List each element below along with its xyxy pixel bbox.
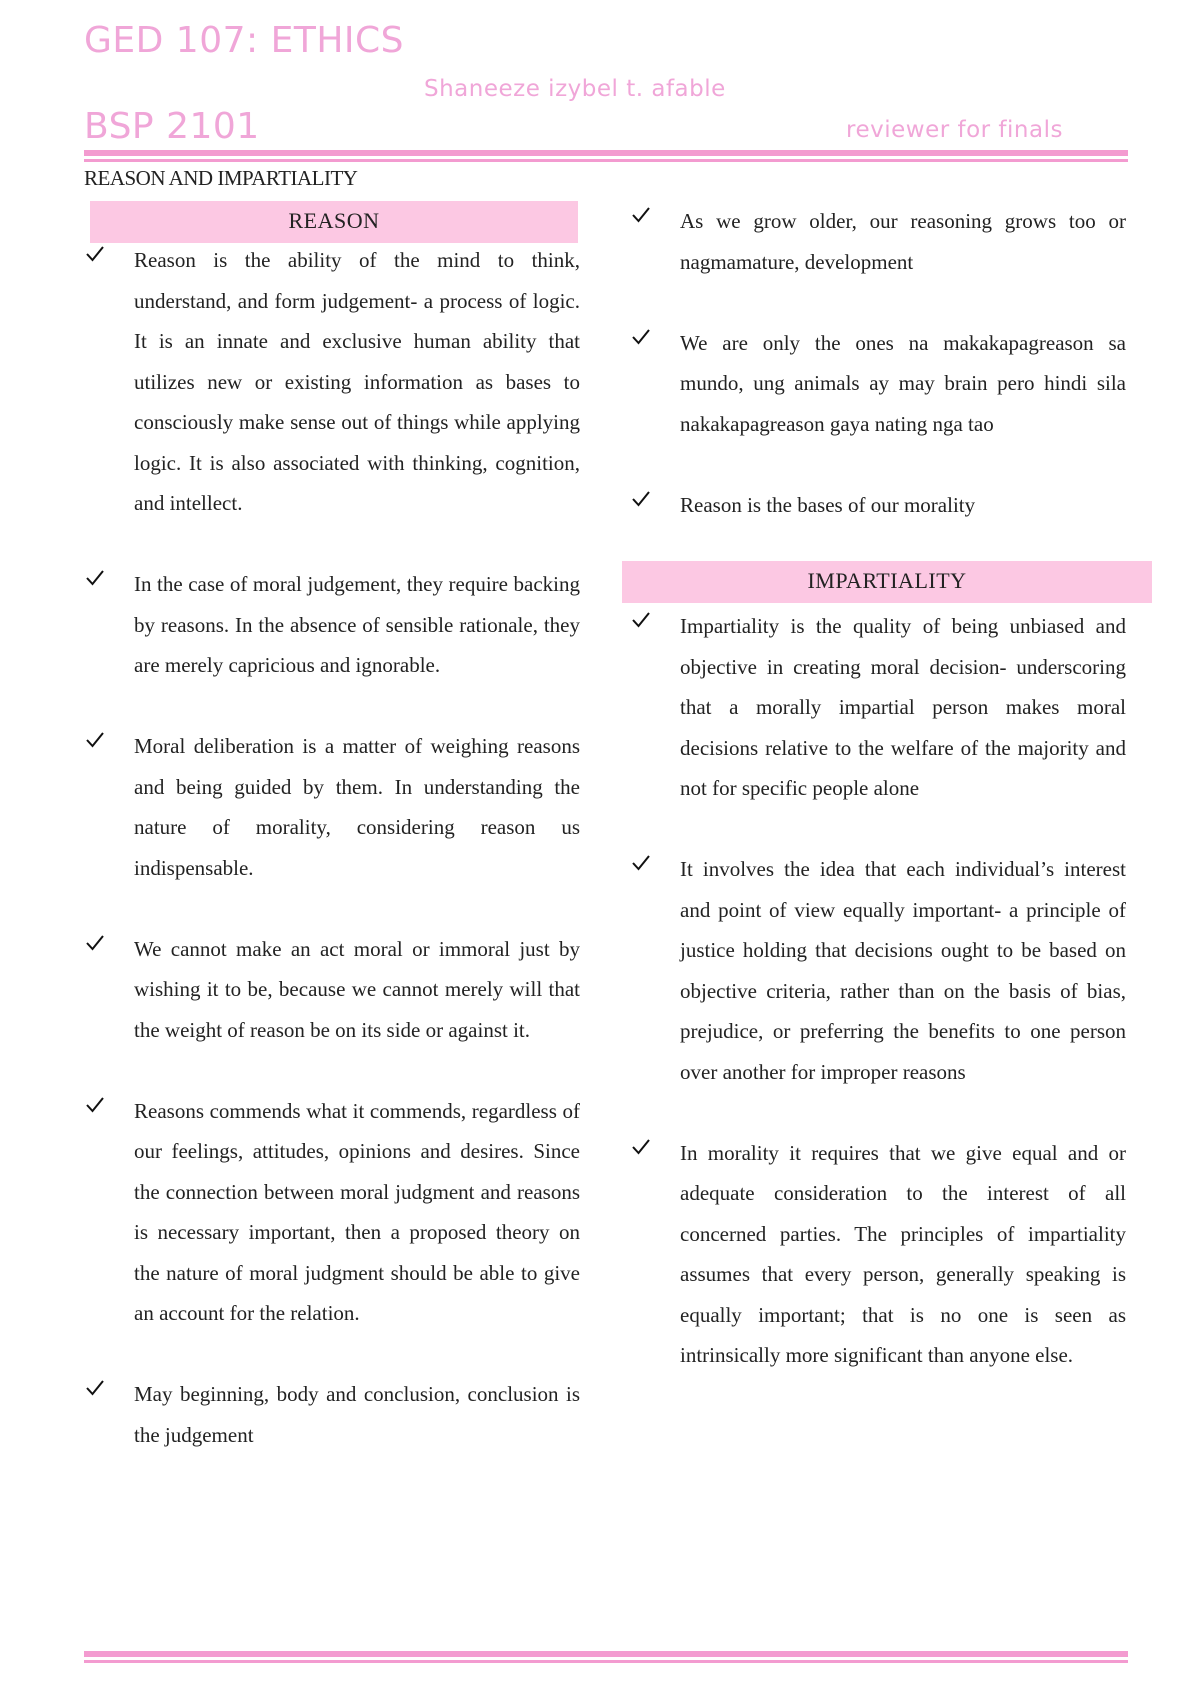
- impartiality-bullet-item: [630, 606, 1126, 809]
- bullet-text: We cannot make an act moral or immoral just by wishing it to be, because we cannot merely will that the weight of reason be on its side or against it.: [134, 936, 580, 1042]
- bullet-text: We are only the ones na makakapagreason sa mundo, ung animals ay may brain pero hindi sila nakakapagreason gaya nating nga tao: [680, 330, 1126, 436]
- checkmark-icon: [84, 1091, 108, 1131]
- bullet-text: Reason is the ability of the mind to think, understand, and form judgement- a process of logic. It is an innate and exclusive human ability that utilizes new or existing information as bases to consciously make sense out of things while applying logic. It is also associated with thinking, cognition, and intellect.: [134, 248, 580, 515]
- author-name: Shaneeze izybel t. afable: [424, 76, 726, 102]
- section-code: BSP 2101: [84, 106, 260, 147]
- checkmark-icon: [630, 1133, 654, 1173]
- bullet-text: Moral deliberation is a matter of weighing reasons and being guided by them. In understanding the nature of morality, considering reason us indispensable.: [134, 734, 580, 880]
- bullet-text: In morality it requires that we give equal and or adequate consideration to the interest of all concerned parties. The principles of impartiality assumes that every person, generally speaking is equally important; that is no one is seen as intrinsically more significant than anyone else.: [680, 1140, 1126, 1367]
- checkmark-icon: [630, 606, 654, 646]
- bullet-text: As we grow older, our reasoning grows too or nagmamature, development: [680, 209, 1126, 274]
- checkmark-icon: [84, 240, 108, 280]
- reason-bullet-item: [84, 1374, 580, 1455]
- left-column: [84, 240, 580, 1455]
- impartiality-section-header: IMPARTIALITY: [622, 561, 1152, 603]
- checkmark-icon: [630, 323, 654, 363]
- checkmark-icon: [630, 485, 654, 525]
- bullet-text: Reasons commends what it commends, regardless of our feelings, attitudes, opinions and desires. Since the connection between moral judgment and reasons is necessary important, then a proposed theory on the nature of moral judgment should be able to give an account for the relation.: [134, 1098, 580, 1325]
- reason-bullet-item: [84, 929, 580, 1051]
- bullet-text: May beginning, body and conclusion, conclusion is the judgement: [134, 1382, 580, 1447]
- reason-section-header: REASON: [90, 201, 578, 243]
- reason-bullet-item: [630, 201, 1126, 282]
- bullet-text: In the case of moral judgement, they require backing by reasons. In the absence of sensible rationale, they are merely capricious and ignorable.: [134, 572, 580, 677]
- footer-divider: [84, 1651, 1128, 1663]
- right-column: [630, 201, 1126, 1376]
- reason-bullet-item: [84, 1091, 580, 1334]
- header-divider: [84, 150, 1128, 162]
- document-tagline: reviewer for finals: [846, 117, 1063, 143]
- bullet-text: Impartiality is the quality of being unbiased and objective in creating moral decision- underscoring that a morally impartial person makes moral decisions relative to the welfare of the majority and not for specific people alone: [680, 614, 1126, 800]
- checkmark-icon: [84, 1374, 108, 1414]
- checkmark-icon: [630, 849, 654, 889]
- document-heading: REASON AND IMPARTIALITY: [84, 166, 358, 190]
- checkmark-icon: [84, 564, 108, 604]
- reason-bullet-item: [630, 485, 1126, 526]
- reason-bullet-item: [84, 726, 580, 888]
- reason-bullet-item: [84, 564, 580, 686]
- checkmark-icon: [630, 201, 654, 241]
- impartiality-bullet-item: [630, 1133, 1126, 1376]
- section-spacer: [630, 525, 1126, 606]
- impartiality-bullet-item: [630, 849, 1126, 1092]
- bullet-text: It involves the idea that each individual’s interest and point of view equally important- a principle of justice holding that decisions ought to be based on objective criteria, rather than on the basis of bias, prejudice, or preferring the benefits to one person over another for improper reasons: [680, 857, 1126, 1084]
- bullet-text: Reason is the bases of our morality: [680, 492, 976, 517]
- checkmark-icon: [84, 929, 108, 969]
- reason-bullet-item: [630, 323, 1126, 445]
- course-title: GED 107: ETHICS: [84, 20, 405, 61]
- reason-bullet-item: [84, 240, 580, 524]
- checkmark-icon: [84, 726, 108, 766]
